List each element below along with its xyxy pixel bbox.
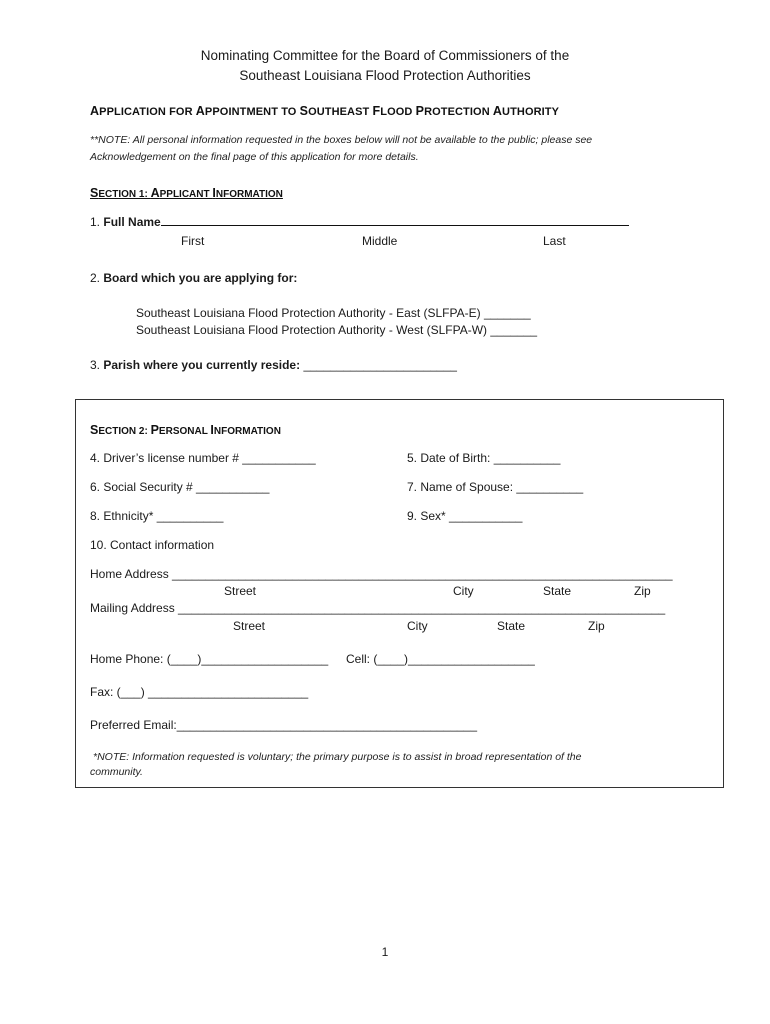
date-of-birth-field[interactable]: 5. Date of Birth: __________ xyxy=(407,451,561,465)
title-text: OUTHEAST xyxy=(308,106,373,118)
social-security-field[interactable]: 6. Social Security # ___________ xyxy=(90,480,270,494)
contact-information-label: 10. Contact information xyxy=(90,538,215,552)
privacy-note-line-1: **NOTE: All personal information requested in the boxes below will not be available to the public; please see xyxy=(90,134,593,146)
document-title-line-2: Southeast Louisiana Flood Protection Authorities xyxy=(239,68,531,83)
privacy-note-line-2: Acknowledgement on the final page of this application for more details. xyxy=(90,151,419,163)
title-cap: A xyxy=(90,104,100,118)
voluntary-note-line-1: *NOTE: Information requested is voluntary; the primary purpose is to assist in broad representation of the xyxy=(93,751,582,763)
parish-number: 3. xyxy=(90,358,101,372)
mail-city-caption: City xyxy=(407,619,428,633)
title-cap: F xyxy=(372,104,381,118)
heading-text: NFORMATION xyxy=(215,189,283,200)
parish-field[interactable]: _______________________ xyxy=(303,358,457,372)
voluntary-note-line-2: community. xyxy=(90,766,143,778)
board-question xyxy=(90,271,297,285)
heading-cap: S xyxy=(90,423,99,437)
title-cap: S xyxy=(299,104,309,118)
heading-cap: P xyxy=(150,423,159,437)
spouse-name-field[interactable]: 7. Name of Spouse: __________ xyxy=(407,480,584,494)
heading-text: NFORMATION xyxy=(213,426,281,437)
parish-label: Parish where you currently reside: xyxy=(103,358,301,372)
full-name-row xyxy=(90,214,629,229)
title-text: ROTECTION xyxy=(424,106,493,118)
title-cap: P xyxy=(415,104,425,118)
full-name-number: 1. xyxy=(90,215,101,229)
heading-cap: I xyxy=(210,423,214,437)
application-title xyxy=(90,104,559,118)
board-option-east[interactable]: Southeast Louisiana Flood Protection Authority - East (SLFPA-E) _______ xyxy=(136,306,531,320)
title-text: UTHORITY xyxy=(502,106,560,118)
title-text: PPOINTMENT TO xyxy=(204,106,300,118)
section-2-heading xyxy=(90,423,281,437)
home-address-field[interactable]: Home Address ___________________________________________________________________________ xyxy=(90,567,673,581)
heading-text: PPLICANT xyxy=(159,189,213,200)
mail-zip-caption: Zip xyxy=(588,619,605,633)
document-title-line-1: Nominating Committee for the Board of Commissioners of the xyxy=(200,48,570,63)
parish-row xyxy=(90,358,457,372)
home-phone-field[interactable]: Home Phone: (____)___________________ xyxy=(90,652,329,666)
heading-text: ERSONAL xyxy=(158,426,211,437)
drivers-license-field[interactable]: 4. Driver’s license number # ___________ xyxy=(90,451,316,465)
name-middle-caption: Middle xyxy=(362,234,398,248)
full-name-label: Full Name xyxy=(103,215,161,229)
title-text: LOOD xyxy=(380,106,416,118)
name-last-caption: Last xyxy=(543,234,566,248)
board-label: Board which you are applying for: xyxy=(103,271,298,285)
title-text: PPLICATION FOR xyxy=(99,106,196,118)
title-cap: A xyxy=(195,104,205,118)
title-cap: A xyxy=(492,104,503,118)
home-street-caption: Street xyxy=(224,584,257,598)
mail-street-caption: Street xyxy=(233,619,266,633)
board-number: 2. xyxy=(90,271,101,285)
mailing-address-field[interactable]: Mailing Address _________________________________________________________________________ xyxy=(90,601,666,615)
heading-cap: S xyxy=(90,186,99,200)
full-name-field[interactable] xyxy=(161,214,629,226)
heading-text: ECTION 1: xyxy=(98,189,151,200)
page-number: 1 xyxy=(381,945,389,959)
fax-field[interactable]: Fax: (___) ________________________ xyxy=(90,685,309,699)
cell-phone-field[interactable]: Cell: (____)___________________ xyxy=(346,652,535,666)
heading-text: ECTION 2: xyxy=(98,426,151,437)
home-city-caption: City xyxy=(453,584,474,598)
mail-state-caption: State xyxy=(497,619,526,633)
preferred-email-field[interactable]: Preferred Email:_____________________________________________ xyxy=(90,718,478,732)
heading-cap: A xyxy=(150,186,160,200)
ethnicity-field[interactable]: 8. Ethnicity* __________ xyxy=(90,509,224,523)
heading-cap: I xyxy=(212,186,216,200)
home-state-caption: State xyxy=(543,584,572,598)
section-1-heading xyxy=(90,186,283,200)
home-zip-caption: Zip xyxy=(634,584,651,598)
board-option-west[interactable]: Southeast Louisiana Flood Protection Authority - West (SLFPA-W) _______ xyxy=(136,323,538,337)
name-first-caption: First xyxy=(181,234,205,248)
sex-field[interactable]: 9. Sex* ___________ xyxy=(407,509,523,523)
